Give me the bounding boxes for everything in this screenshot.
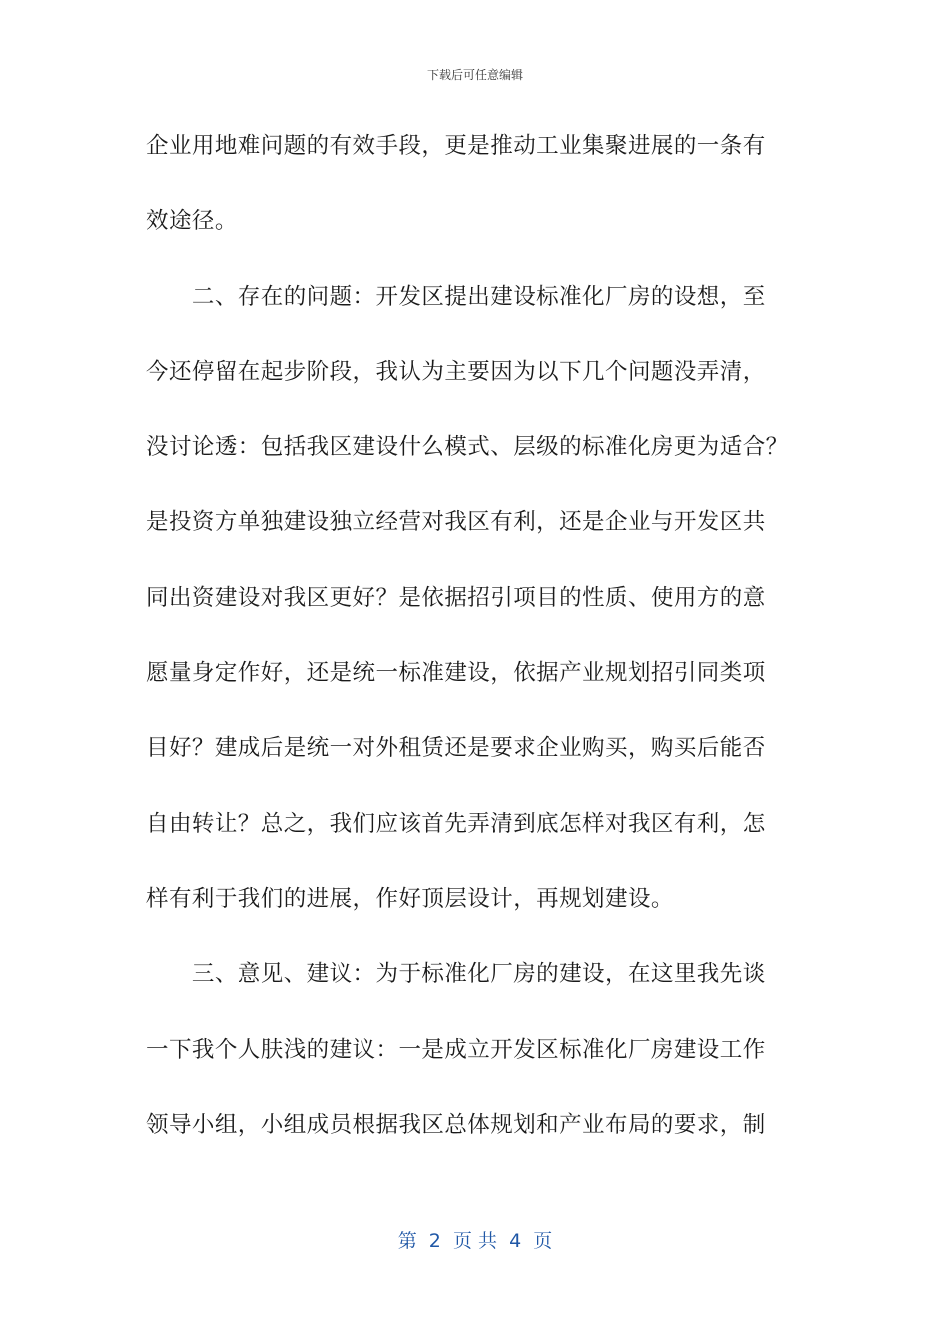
text-line: 是投资方单独建设独立经营对我区有利，还是企业与开发区共: [146, 509, 766, 536]
text-line: 效途径。: [146, 208, 238, 235]
text-line: 三、意见、建议：为于标准化厂房的建设，在这里我先谈: [146, 961, 766, 988]
text-line: 目好？建成后是统一对外租赁还是要求企业购买，购买后能否: [146, 735, 766, 762]
text-line: 一下我个人肤浅的建议：一是成立开发区标准化厂房建设工作: [146, 1036, 766, 1063]
text-line: 二、存在的问题：开发区提出建设标准化厂房的设想，至: [146, 283, 766, 310]
text-line: 同出资建设对我区更好？是依据招引项目的性质、使用方的意: [146, 584, 766, 611]
text-line: 样有利于我们的进展，作好顶层设计，再规划建设。: [146, 885, 674, 912]
text-line: 领导小组，小组成员根据我区总体规划和产业布局的要求，制: [146, 1111, 766, 1138]
page-number-footer: 第 2 页 共 4 页: [397, 1230, 553, 1252]
page-header: 下载后可任意编辑: [426, 68, 523, 82]
text-line: 没讨论透：包括我区建设什么模式、层级的标准化房更为适合？: [146, 434, 789, 461]
text-line: 企业用地难问题的有效手段，更是推动工业集聚进展的一条有: [146, 133, 766, 159]
document-body: [146, 126, 816, 1180]
text-line: 愿量身定作好，还是统一标准建设，依据产业规划招引同类项: [146, 660, 766, 687]
text-line: 自由转让？总之，我们应该首先弄清到底怎样对我区有利，怎: [146, 810, 766, 837]
text-line: 今还停留在起步阶段，我认为主要因为以下几个问题没弄清，: [146, 358, 766, 385]
